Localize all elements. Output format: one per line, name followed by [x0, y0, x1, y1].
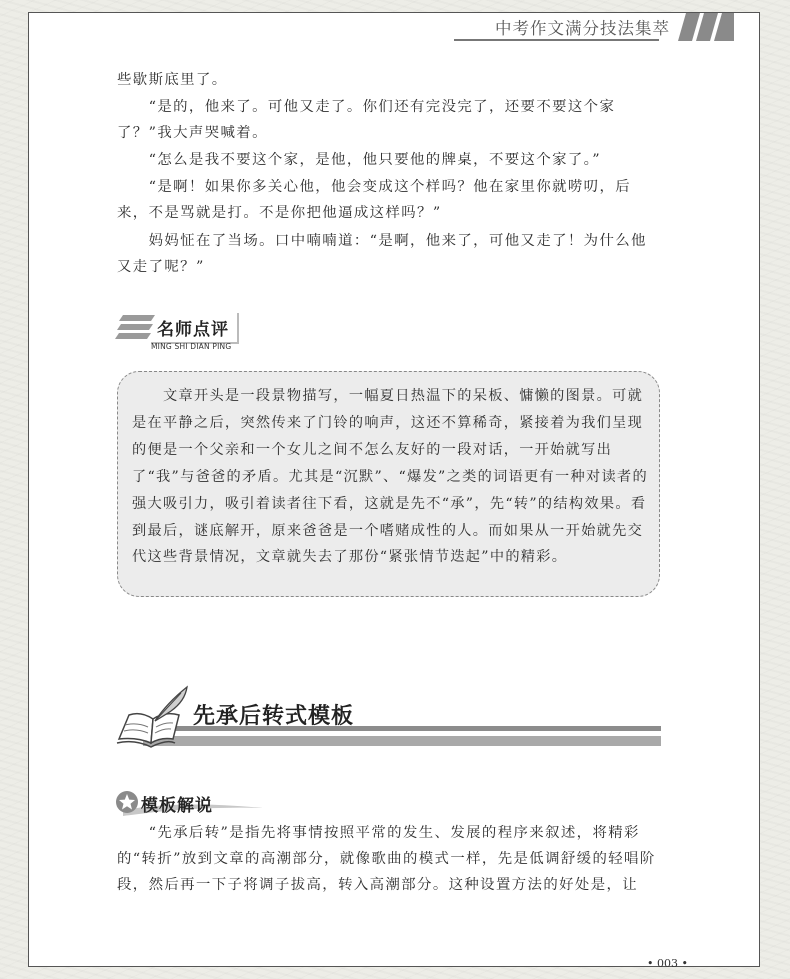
explain-heading: [115, 788, 275, 818]
story-paragraph: “是啊！如果你多关心他，他会变成这个样吗？他在家里你就唠叨，后来，不是骂就是打。不是你把他逼成这样吗？”: [117, 179, 632, 221]
story-paragraph: 妈妈怔在了当场。口中喃喃道：“是啊，他来了，可他又走了！为什么他又走了呢？”: [117, 233, 647, 275]
review-box: [117, 371, 660, 597]
book-page: [28, 12, 760, 970]
star-badge-icon: [115, 790, 139, 814]
heading-bar-shadow: [143, 736, 661, 746]
page-number: • 003 •: [647, 957, 688, 970]
review-subtitle: MING SHI DIAN PING: [151, 342, 232, 351]
running-header: [454, 13, 734, 41]
header-rule: [454, 39, 659, 41]
review-title: 名师点评: [151, 313, 239, 344]
template-heading: [115, 681, 661, 751]
explain-title: 模板解说: [141, 796, 213, 816]
open-book-with-quill-icon: [115, 681, 195, 751]
template-title: 先承后转式模板: [193, 704, 355, 729]
review-text: 文章开头是一段景物描写，一幅夏日热温下的呆板、慵懒的图景。可就是在平静之后，突然传来了门铃的响声，这还不算稀奇，紧接着为我们呈现的便是一个父亲和一个女儿之间不怎么友好的一段对话，一开始就写出了“我”与爸爸的矛盾。尤其是“沉默”、“爆发”之类的词语更有一种对读者的强大吸引力，吸引着读者往下看，这就是先不“承”，先“转”的结构效果。看到最后，谜底解开，原来爸爸是一个嗜赌成性的人。而如果从一开始就先交代这些背景情况，文章就失去了那份“紧张情节迭起”中的精彩。: [132, 388, 648, 566]
story-paragraph: 些歇斯底里了。: [117, 72, 228, 88]
book-title: 中考作文满分技法集萃: [495, 19, 670, 38]
header-stripes-icon: [676, 13, 734, 41]
template-paragraph: “先承后转”是指先将事情按照平常的发生、发展的程序来叙述，将精彩的“转折”放到文章的高潮部分，就像歌曲的模式一样，先是低调舒缓的轻唱阶段，然后再一下子将调子拔高，转入高潮部分。这种设置方法的好处是，让: [117, 825, 656, 893]
stripes-icon: [115, 315, 155, 341]
story-paragraph: “是的，他来了。可他又走了。你们还有完没完了，还要不要这个家了？”我大声哭喊着。: [117, 99, 616, 141]
story-paragraph: “怎么是我不要这个家，是他，他只要他的牌桌，不要这个家了。”: [117, 152, 602, 168]
review-heading: [115, 311, 275, 351]
